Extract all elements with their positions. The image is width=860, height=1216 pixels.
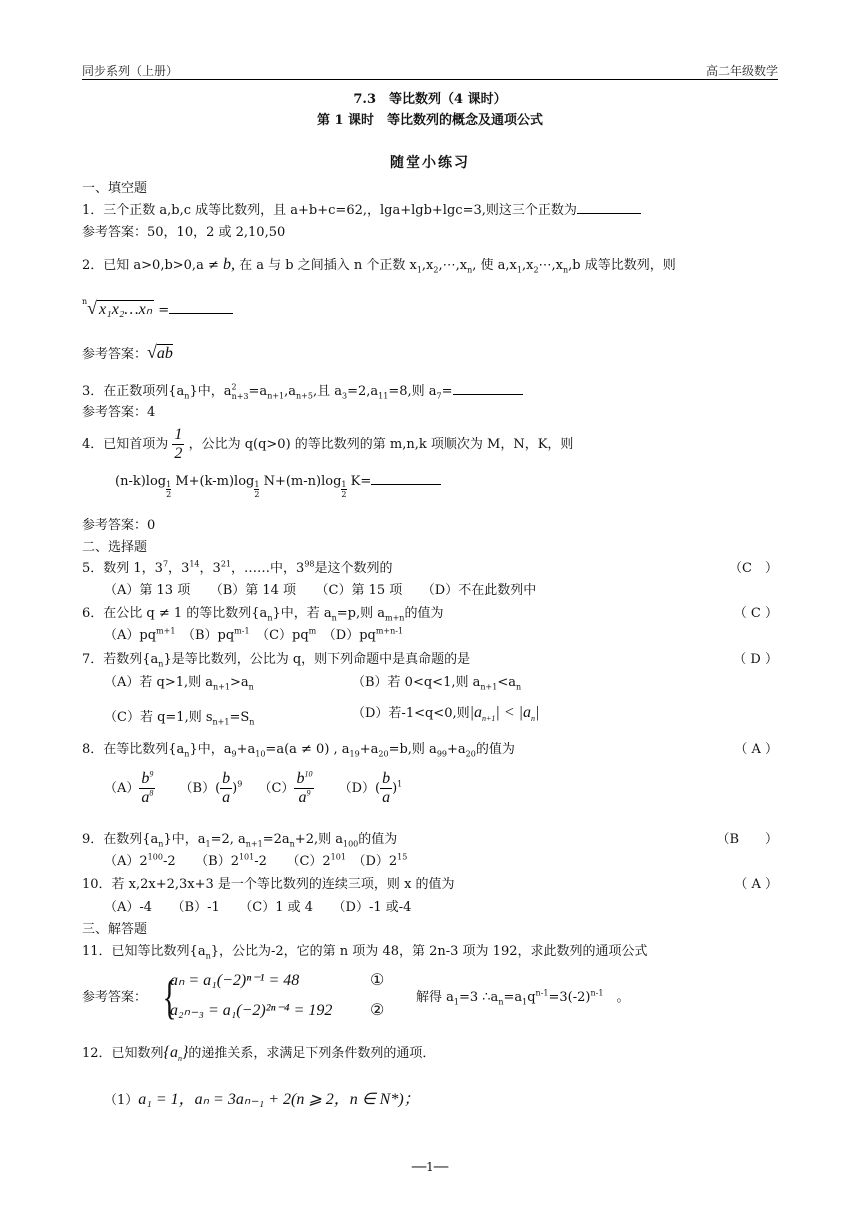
question-6-choices: $(A)pq^{m+1}$ $(B)pq^{m-1}$ $(C)pq^m$ $(D)pq^{m+n-1}$ (104, 626, 404, 643)
question-4: 4．已知首项为 $\frac{1}{2}$ ，公比为 q(q>0) 的等比数列的第 m,n,k 项顺次为 M，N，K，则 (82, 426, 574, 462)
question-5-answer: （C ） (729, 561, 778, 576)
answer-blank (453, 382, 523, 395)
header-rule (82, 79, 778, 80)
question-11-solution: 解得 $a_1=3$ $\therefore a_n=a_1q^{n-1}=3(-2)^{n-1}$ 。 (416, 988, 630, 1007)
question-7-answer: （ D ） (733, 652, 778, 667)
question-5-choices: （A）第 13 项 （B）第 14 项 （C）第 15 项 （D）不在此数列中 (104, 583, 537, 598)
header-left: 同步系列（上册） (82, 64, 179, 78)
question-2-answer: 参考答案：√ab (82, 342, 173, 362)
equation-1: aₙ = a₁(−2)ⁿ⁻¹ = 48 (170, 972, 300, 989)
question-7-choice-c: （C）若 q=1,则 $s_{n+1}=S_n$ (104, 710, 255, 727)
system-brace: { (162, 971, 177, 1024)
question-5: 5．数列 1，$3^7$，$3^{14}$，$3^{21}$，……中，$3^{98}$是这个数列的 (82, 559, 393, 576)
first-term-fraction: $\frac{1}{2}$ (174, 426, 183, 462)
question-9: 9．在数列$\{a_n\}$中，$a_1=2$, $a_{n+1}=2a_n+2$,则 $a_{100}$的值为 (82, 832, 398, 849)
question-9-choices: $(A)2^{100}-2$ $(B)2^{101}-2$ $(C)2^{101}$ $(D)2^{15}$ (104, 852, 408, 869)
question-1 (82, 199, 641, 218)
question-9-answer: （B ） (716, 832, 778, 847)
question-6: 6．在公比 q ≠ 1 的等比数列$\{a_n\}$中，若 $a_n=p$,则 $a_{m+n}$的值为 (82, 606, 444, 623)
lesson-title: 第 1 课时 等比数列的概念及通项公式 (316, 113, 544, 128)
circle-2: ② (370, 1000, 385, 1019)
question-1-text: 1．三个正数 a,b,c 成等比数列，且 a+b+c=62,，lga+lgb+lgc=3,则这三个正数为 (82, 203, 577, 218)
question-2-expression: $^n$√ x₁x₂…xₙ = (82, 297, 233, 319)
question-4-expression: (n-k)log $\frac{1}{2} M+(k-m)\log$ $\frac{1}{2} N+(m-n)\log$ $\frac{1}{2} K=$ (115, 472, 441, 499)
question-3-answer: 参考答案：4 (82, 405, 156, 420)
section-choice: 二、选择题 (82, 540, 148, 555)
question-7-choice-d: （D）若-1<q<0,则$|a_{n+1}| < |a_n|$ (352, 704, 540, 724)
question-1-answer: 参考答案：50，10，2 或 2,10,50 (82, 225, 286, 240)
question-8-answer: （ A ） (734, 742, 778, 757)
answer-blank (371, 472, 441, 485)
question-10: 10．若 x,2x+2,3x+3 是一个等比数列的连续三项，则 x 的值为 (82, 877, 455, 892)
question-7-choice-b: （B）若 0<q<1,则 $a_{n+1}<a_n$ (352, 675, 522, 692)
question-2: 2．已知 a>0,b>0,a ≠ b, 在 a 与 b 之间插入 n 个正数 $x_1,x_2,\cdots,x_n$, 使 $a,x_1,x_2\cdots,x_n,b$ 成等比数列，则 (82, 256, 676, 275)
question-3: 3．在正数项列$\{a_n\}$中，$a^2_{n+3}=a_{n+1},a_{n+5}$,且 $a_3=2,a_{11}=8$,则 $a_7=$ (82, 380, 523, 399)
answer-blank (169, 301, 233, 314)
section-fill-blank: 一、填空题 (82, 181, 148, 196)
practice-title: 随堂小练习 (390, 155, 470, 171)
section-solve: 三、解答题 (82, 922, 148, 937)
question-11-answer-label: 参考答案： (82, 990, 148, 1005)
circle-1: ① (370, 970, 385, 989)
question-6-answer: （ C ） (733, 606, 778, 621)
question-8: 8．在等比数列$\{a_n\}$中，$a_9+a_{10}=a(a \ne 0)$ , $a_{19}+a_{20}=b$,则 $a_{99}+a_{20}$的值为 (82, 742, 515, 759)
answer-blank (577, 201, 641, 214)
question-11: 11．已知等比数列$\{a_n\}$，公比为-2，它的第 n 项为 48，第 2n-3 项为 192，求此数列的通项公式 (82, 944, 648, 961)
question-12: 12．已知数列$\{a_n\}$的递推关系，求满足下列条件数列的通项． (82, 1044, 436, 1064)
question-7-choice-a: （A）若 q>1,则 $a_{n+1}>a_n$ (104, 675, 254, 692)
question-8-choices: （A） $\frac{b^9}{a^8}$ （B）( $\frac{b}{a}$ )$^9$ （C） $\frac{b^{10}}{a^9}$ （D）( $\frac{b}{a}$ )$^1$ (104, 769, 403, 806)
question-10-choices: （A）-4 （B）-1 （C）1 或 4 （D）-1 或-4 (104, 900, 412, 915)
question-10-answer: （ A ） (734, 877, 778, 892)
chapter-title: 7.3 等比数列（4 课时） (353, 92, 507, 107)
question-12-part-1: （1）a₁ = 1，aₙ = 3aₙ₋₁ + 2(n ⩾ 2，n ∈ N*)； (104, 1091, 420, 1108)
equation-2: a₂ₙ₋₃ = a₁(−2)²ⁿ⁻⁴ = 192 (170, 1002, 333, 1019)
header-right: 高二年级数学 (705, 64, 778, 78)
question-4-answer: 参考答案：0 (82, 518, 156, 533)
page-number: ──1── (411, 1160, 449, 1174)
question-7: 7．若数列$\{a_n\}$是等比数列，公比为 q，则下列命题中是真命题的是 (82, 652, 471, 669)
